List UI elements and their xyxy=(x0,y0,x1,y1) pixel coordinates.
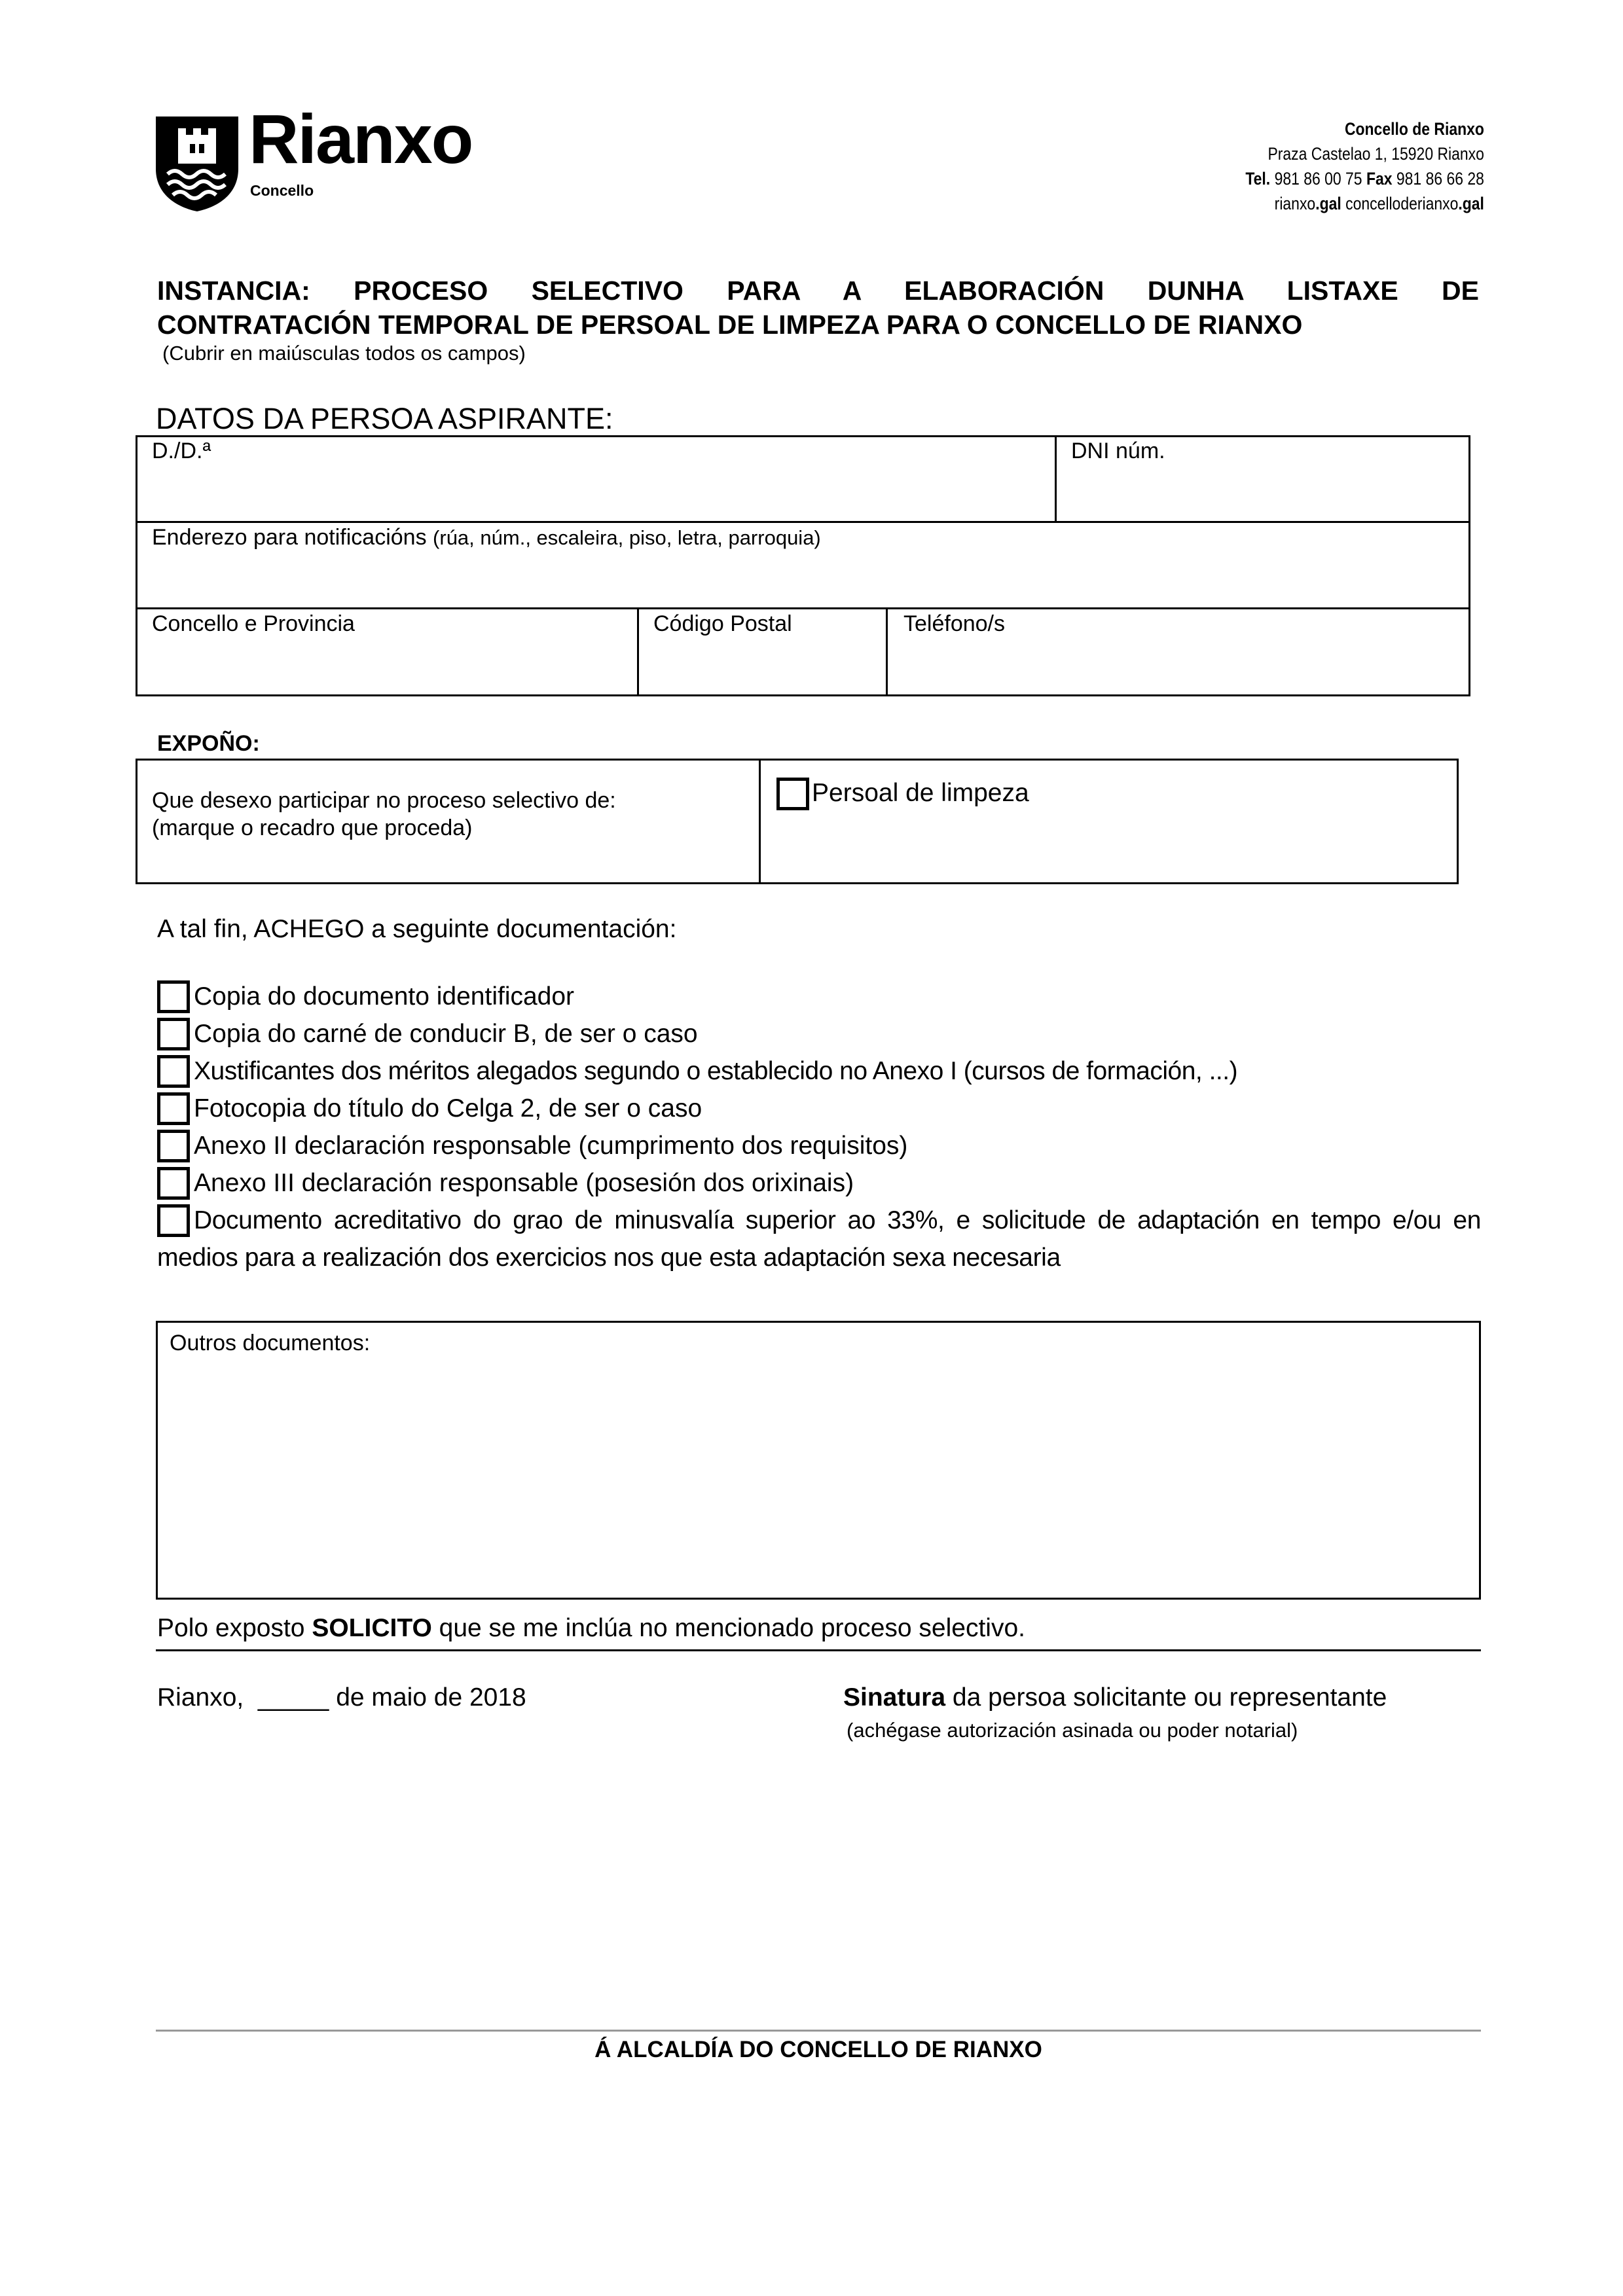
logo-wordmark: Rianxo xyxy=(249,101,473,178)
document-checkbox[interactable] xyxy=(157,1204,190,1237)
contact-block xyxy=(1245,117,1484,216)
fax-number: 981 86 66 28 xyxy=(1396,169,1484,188)
signature-keyword: Sinatura xyxy=(843,1683,946,1712)
documents-list xyxy=(157,978,1481,1276)
other-documents-label: Outros documentos: xyxy=(170,1331,371,1355)
expose-text xyxy=(152,787,616,842)
concello-crest-icon xyxy=(156,117,238,211)
fax-label: Fax xyxy=(1366,169,1393,188)
divider xyxy=(156,1649,1481,1651)
applicant-table xyxy=(136,435,1470,696)
document-label: Anexo II declaración responsable (cumprimento dos requisitos) xyxy=(194,1132,908,1160)
document-checkbox[interactable] xyxy=(157,1130,190,1162)
tel-number: 981 86 00 75 xyxy=(1274,169,1362,188)
name-field[interactable]: D./D.ª xyxy=(152,439,211,463)
signature-label xyxy=(843,1683,1387,1712)
council-province-field[interactable]: Concello e Provincia xyxy=(152,611,355,636)
form-hint: (Cubrir en maiúsculas todos os campos) xyxy=(162,342,526,365)
address-field[interactable] xyxy=(152,525,821,550)
table-divider xyxy=(886,607,888,696)
other-documents-field[interactable] xyxy=(156,1321,1481,1600)
document-item xyxy=(157,1015,1481,1052)
footer-addressee: Á ALCALDÍA DO CONCELLO DE RIANXO xyxy=(594,2037,1042,2062)
org-address: Praza Castelao 1, 15920 Rianxo xyxy=(1267,144,1484,164)
document-checkbox[interactable] xyxy=(157,1055,190,1088)
table-divider xyxy=(136,521,1470,523)
expose-text-line1: Que desexo participar no proceso selectivo de: xyxy=(152,788,616,813)
document-item xyxy=(157,978,1481,1015)
tel-label: Tel. xyxy=(1245,169,1271,188)
web1-tld: .gal xyxy=(1315,194,1341,213)
document-label: Xustificantes dos méritos alegados segundo o establecido no Anexo I (cursos de formación, ...) xyxy=(194,1057,1238,1085)
postcode-field[interactable]: Código Postal xyxy=(653,611,792,636)
table-divider xyxy=(759,759,761,884)
request-pre: Polo exposto xyxy=(157,1614,312,1642)
document-item xyxy=(157,1090,1481,1127)
place-date[interactable]: Rianxo, _____ de maio de 2018 xyxy=(157,1683,526,1712)
table-divider xyxy=(637,607,639,696)
documents-intro: A tal fin, ACHEGO a seguinte documentación: xyxy=(157,915,677,943)
request-text xyxy=(157,1614,1025,1643)
web1-name: rianxo xyxy=(1274,194,1316,213)
phone-field[interactable]: Teléfono/s xyxy=(903,611,1005,636)
document-label: Fotocopia do título do Celga 2, de ser o caso xyxy=(194,1094,702,1122)
address-hint: (rúa, núm., escaleira, piso, letra, parroquia) xyxy=(433,526,821,549)
document-item xyxy=(157,1202,1481,1276)
dni-field[interactable]: DNI núm. xyxy=(1071,439,1165,463)
document-checkbox[interactable] xyxy=(157,1167,190,1200)
document-checkbox[interactable] xyxy=(157,980,190,1013)
document-checkbox[interactable] xyxy=(157,1018,190,1050)
signature-hint: (achégase autorización asinada ou poder notarial) xyxy=(847,1719,1298,1742)
expose-text-line2: (marque o recadro que proceda) xyxy=(152,816,473,840)
org-name: Concello de Rianxo xyxy=(1345,119,1484,139)
request-keyword: SOLICITO xyxy=(312,1614,432,1642)
web2-name: concelloderianxo xyxy=(1345,194,1459,213)
signature-rest: da persoa solicitante ou representante xyxy=(945,1683,1387,1712)
option-label: Persoal de limpeza xyxy=(812,779,1029,807)
footer-divider xyxy=(156,2030,1481,2032)
document-label: Copia do documento identificador xyxy=(194,982,575,1011)
option-checkbox[interactable] xyxy=(776,778,809,810)
document-label: Anexo III declaración responsable (posesión dos orixinais) xyxy=(194,1169,854,1197)
document-item xyxy=(157,1164,1481,1202)
document-checkbox[interactable] xyxy=(157,1092,190,1125)
table-divider xyxy=(1055,435,1057,522)
logo-subtitle: Concello xyxy=(250,182,314,199)
table-divider xyxy=(136,607,1470,609)
org-websites xyxy=(1245,191,1484,216)
org-phones xyxy=(1245,166,1484,191)
document-item xyxy=(157,1052,1481,1090)
form-title xyxy=(157,274,1479,342)
web2-tld: .gal xyxy=(1458,194,1484,213)
applicant-heading: DATOS DA PERSOA ASPIRANTE: xyxy=(156,402,613,435)
form-title-line2: CONTRATACIÓN TEMPORAL DE PERSOAL DE LIMPEZA PARA O CONCELLO DE RIANXO xyxy=(157,310,1303,340)
expose-heading: EXPOÑO: xyxy=(157,731,260,756)
document-item xyxy=(157,1127,1481,1164)
document-label: Documento acreditativo do grao de minusvalía superior ao 33%, e solicitude de adaptación en tempo e/ou en medios para a realización dos exercicios nos que esta adaptación sexa necesaria xyxy=(157,1206,1481,1272)
request-post: que se me inclúa no mencionado proceso selectivo. xyxy=(431,1614,1025,1642)
address-label: Enderezo para notificacións xyxy=(152,525,427,550)
document-label: Copia do carné de conducir B, de ser o caso xyxy=(194,1020,698,1048)
form-title-line1: INSTANCIA: PROCESO SELECTIVO PARA A ELABORACIÓN DUNHA LISTAXE DE xyxy=(157,276,1479,306)
